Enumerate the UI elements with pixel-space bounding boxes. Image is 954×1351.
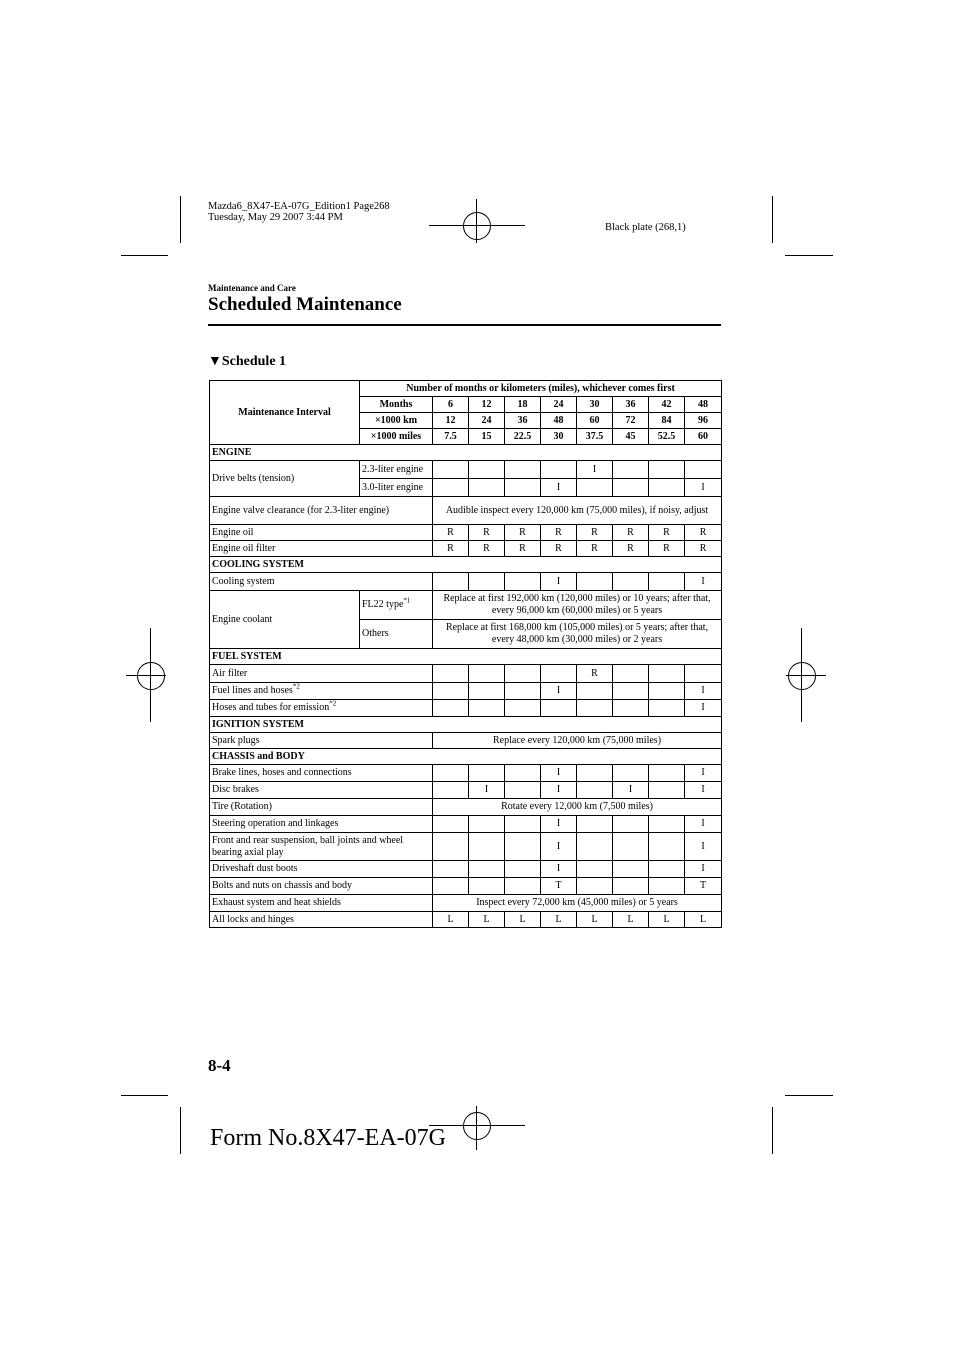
item-label: Engine oil (210, 525, 433, 541)
item-label: Disc brakes (210, 782, 433, 799)
item-label: Driveshaft dust boots (210, 861, 433, 878)
mark: I (685, 833, 722, 861)
title-rule (208, 324, 721, 326)
note-cell: Replace every 120,000 km (75,000 miles) (433, 733, 722, 749)
schedule-heading (208, 354, 286, 370)
mark: I (685, 573, 722, 591)
registration-mark (137, 662, 165, 690)
item-label: Steering operation and linkages (210, 816, 433, 833)
mark: R (577, 541, 613, 557)
cell: 6 (433, 397, 469, 413)
schedule-heading-text: Schedule 1 (221, 354, 287, 369)
row-label: ×1000 km (360, 413, 433, 429)
mark: L (577, 912, 613, 928)
mark: I (685, 683, 722, 700)
note-cell: Rotate every 12,000 km (7,500 miles) (433, 799, 722, 816)
registration-line (429, 225, 525, 226)
cell: 37.5 (577, 429, 613, 445)
footnote-ref: *1 (403, 596, 411, 605)
mark: R (469, 541, 505, 557)
crop-mark (785, 255, 833, 256)
item-label: Air filter (210, 665, 433, 683)
item-label: Exhaust system and heat shields (210, 895, 433, 912)
mark: R (505, 541, 541, 557)
mark: R (541, 541, 577, 557)
mark: R (685, 541, 722, 557)
sub-label: Others (360, 620, 433, 649)
mark: R (649, 541, 685, 557)
cell: 22.5 (505, 429, 541, 445)
item-label: Engine oil filter (210, 541, 433, 557)
mark: I (685, 782, 722, 799)
mark: I (685, 765, 722, 782)
registration-mark (463, 1112, 491, 1140)
cell: 45 (613, 429, 649, 445)
cell: 15 (469, 429, 505, 445)
form-number: Form No.8X47-EA-07G (210, 1125, 446, 1151)
mark: I (541, 683, 577, 700)
table-row (210, 861, 722, 878)
table-row (210, 683, 722, 700)
registration-line (126, 675, 166, 676)
registration-line (150, 628, 151, 722)
cell: 72 (613, 413, 649, 429)
table-row (210, 895, 722, 912)
mark: R (505, 525, 541, 541)
cell: 42 (649, 397, 685, 413)
item-label: Engine valve clearance (for 2.3-liter engine) (210, 497, 433, 525)
mark: I (541, 765, 577, 782)
span-header: Number of months or kilometers (miles), whichever comes first (360, 381, 722, 397)
mark: I (577, 461, 613, 479)
table-row (210, 816, 722, 833)
mark: R (433, 525, 469, 541)
crop-mark (772, 196, 773, 243)
item-label (210, 683, 433, 700)
plate-info: Black plate (268,1) (605, 222, 686, 233)
note-cell: Replace at first 168,000 km (105,000 miles) or 5 years; after that, every 48,000 km (30,000 miles) or 2 years (433, 620, 722, 649)
cell: 96 (685, 413, 722, 429)
table-row (210, 573, 722, 591)
sub-label-text: FL22 type (362, 599, 404, 610)
table-row (210, 700, 722, 717)
mark: L (469, 912, 505, 928)
note-cell: Inspect every 72,000 km (45,000 miles) or 5 years (433, 895, 722, 912)
crop-mark (121, 1095, 168, 1096)
date-info: Tuesday, May 29 2007 3:44 PM (208, 212, 343, 223)
page-title: Scheduled Maintenance (208, 294, 402, 315)
table-row (210, 833, 722, 861)
table-row (210, 782, 722, 799)
mark: R (613, 525, 649, 541)
item-label: Cooling system (210, 573, 433, 591)
cell: 48 (685, 397, 722, 413)
sub-label: 2.3-liter engine (360, 461, 433, 479)
mark: L (649, 912, 685, 928)
mark: I (541, 782, 577, 799)
mark: I (541, 816, 577, 833)
section-row: IGNITION SYSTEM (210, 717, 722, 733)
file-info: Mazda6_8X47-EA-07G_Edition1 Page268 (208, 201, 390, 212)
mark: R (433, 541, 469, 557)
cell: 18 (505, 397, 541, 413)
cell: 48 (541, 413, 577, 429)
row-label: ×1000 miles (360, 429, 433, 445)
cell: 52.5 (649, 429, 685, 445)
mark: L (433, 912, 469, 928)
mark: I (541, 833, 577, 861)
item-label: Brake lines, hoses and connections (210, 765, 433, 782)
item-label: Drive belts (tension) (210, 461, 360, 497)
section-row: COOLING SYSTEM (210, 557, 722, 573)
cell: 12 (469, 397, 505, 413)
mark: R (649, 525, 685, 541)
item-label: Spark plugs (210, 733, 433, 749)
mark: I (685, 700, 722, 717)
maintenance-table (209, 380, 722, 928)
mark: L (505, 912, 541, 928)
table-row (210, 765, 722, 782)
item-label (210, 700, 433, 717)
item-label: Front and rear suspension, ball joints and wheel bearing axial play (210, 833, 433, 861)
registration-line (801, 628, 802, 722)
item-label: All locks and hinges (210, 912, 433, 928)
table-row (210, 461, 722, 479)
item-label: Tire (Rotation) (210, 799, 433, 816)
mark: T (541, 878, 577, 895)
crop-mark (785, 1095, 833, 1096)
footnote-ref: *2 (292, 682, 300, 691)
mark: I (685, 479, 722, 497)
table-row (210, 799, 722, 816)
section-row: CHASSIS and BODY (210, 749, 722, 765)
crop-mark (772, 1107, 773, 1154)
registration-mark (788, 662, 816, 690)
mark: R (541, 525, 577, 541)
crop-mark (180, 1107, 181, 1154)
table-row (210, 665, 722, 683)
mark: L (685, 912, 722, 928)
cell: 60 (577, 413, 613, 429)
sub-label (360, 591, 433, 620)
note-cell: Replace at first 192,000 km (120,000 miles) or 10 years; after that, every 96,000 km (60,000 miles) or 5 years (433, 591, 722, 620)
cell: 30 (577, 397, 613, 413)
table-row (210, 878, 722, 895)
registration-line (786, 675, 826, 676)
cell: 7.5 (433, 429, 469, 445)
section-row: ENGINE (210, 445, 722, 461)
section-label: Maintenance and Care (208, 283, 296, 293)
interval-label: Maintenance Interval (210, 381, 360, 445)
sub-label: 3.0-liter engine (360, 479, 433, 497)
cell: 12 (433, 413, 469, 429)
mark: I (541, 861, 577, 878)
mark: L (541, 912, 577, 928)
cell: 24 (469, 413, 505, 429)
mark: I (469, 782, 505, 799)
triangle-down-icon: ▼ (208, 354, 222, 369)
mark: R (577, 665, 613, 683)
cell: 84 (649, 413, 685, 429)
item-label-text: Hoses and tubes for emission (212, 702, 330, 713)
item-label: Engine coolant (210, 591, 360, 649)
mark: I (613, 782, 649, 799)
crop-mark (180, 196, 181, 243)
table-row (210, 541, 722, 557)
mark: R (577, 525, 613, 541)
table-row (210, 912, 722, 928)
mark: I (541, 479, 577, 497)
item-label-text: Fuel lines and hoses (212, 685, 293, 696)
mark: L (613, 912, 649, 928)
cell: 24 (541, 397, 577, 413)
mark: I (685, 816, 722, 833)
table-row (210, 733, 722, 749)
mark: R (613, 541, 649, 557)
section-row: FUEL SYSTEM (210, 649, 722, 665)
table-row (210, 497, 722, 525)
page-number: 8-4 (208, 1056, 231, 1075)
cell: 60 (685, 429, 722, 445)
cell: 30 (541, 429, 577, 445)
footnote-ref: *2 (329, 699, 337, 708)
cell: 36 (505, 413, 541, 429)
mark: I (541, 573, 577, 591)
mark: T (685, 878, 722, 895)
mark: I (685, 861, 722, 878)
mark: R (469, 525, 505, 541)
registration-line (476, 1106, 477, 1150)
item-label: Bolts and nuts on chassis and body (210, 878, 433, 895)
registration-line (476, 199, 477, 243)
row-label: Months (360, 397, 433, 413)
note-cell: Audible inspect every 120,000 km (75,000 miles), if noisy, adjust (433, 497, 722, 525)
table-row (210, 591, 722, 620)
crop-mark (121, 255, 168, 256)
table-row (210, 525, 722, 541)
registration-mark (463, 212, 491, 240)
cell: 36 (613, 397, 649, 413)
mark: R (685, 525, 722, 541)
